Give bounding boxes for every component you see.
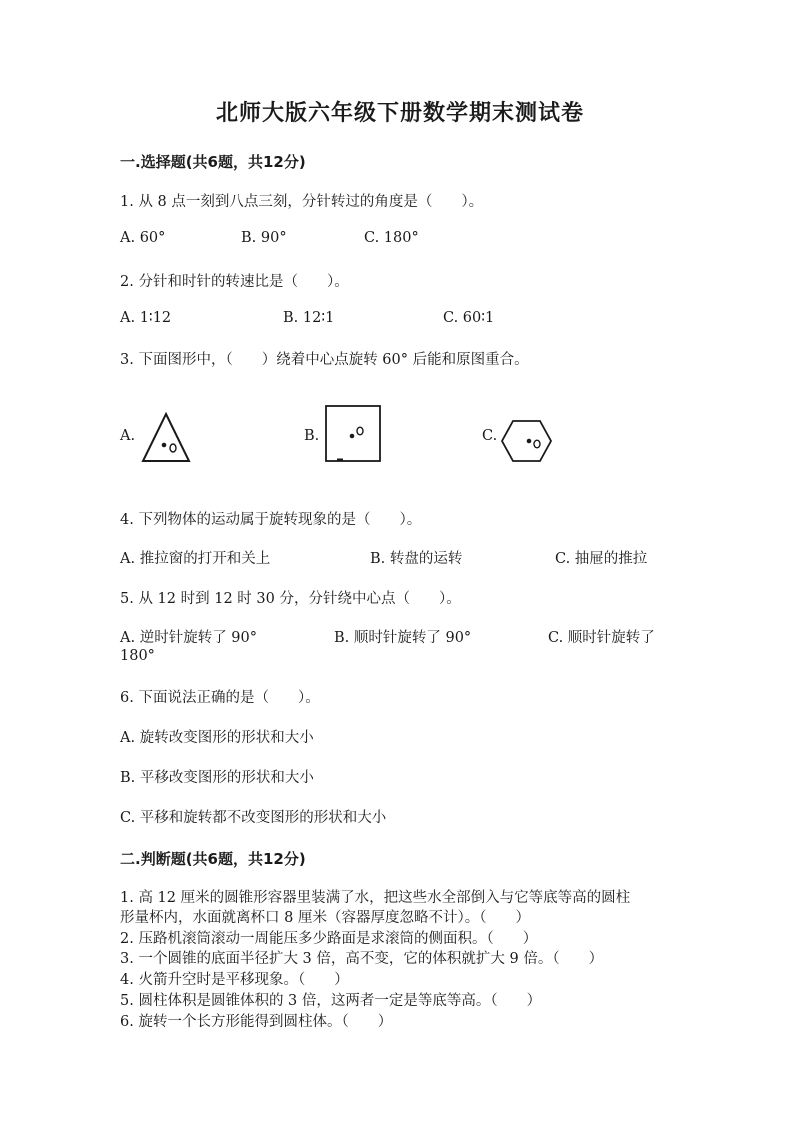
judgement-line: 形量杯内，水面就离杯口 8 厘米（容器厚度忽略不计）。（ ） [120, 910, 530, 926]
judgement-line: 3. 一个圆锥的底面半径扩大 3 倍，高不变，它的体积就扩大 9 倍。（ ） [120, 951, 604, 967]
q3-option-c-label: C. [482, 428, 498, 444]
q5-option-a: A. 逆时针旋转了 90° [120, 630, 257, 646]
q6-option-c: C. 平移和旋转都不改变图形的形状和大小 [120, 810, 387, 826]
page-title: 北师大版六年级下册数学期末测试卷 [215, 101, 584, 126]
question-5: 5. 从 12 时到 12 时 30 分，分针绕中心点（ ）。 [120, 591, 461, 607]
q1-option-c: C. 180° [364, 230, 419, 246]
judgement-line: 2. 压路机滚筒滚动一周能压多少路面是求滚筒的侧面积。（ ） [120, 931, 538, 947]
question-3: 3. 下面图形中，（ ）绕着中心点旋转 60° 后能和原图重合。 [120, 352, 529, 368]
q5-option-c-wrap: 180° [120, 648, 155, 664]
q3-option-a-label: A. [120, 428, 136, 444]
hexagon-icon [500, 418, 554, 464]
square-icon [322, 403, 384, 465]
q2-option-a: A. 1∶12 [120, 310, 172, 326]
question-6: 6. 下面说法正确的是（ ）。 [120, 690, 320, 706]
judgement-line: 4. 火箭升空时是平移现象。（ ） [120, 972, 349, 988]
q5-option-c: C. 顺时针旋转了 [548, 630, 655, 646]
q1-option-b: B. 90° [241, 230, 287, 246]
q6-option-a: A. 旋转改变图形的形状和大小 [120, 730, 314, 746]
triangle-icon [140, 410, 192, 466]
question-4: 4. 下列物体的运动属于旋转现象的是（ ）。 [120, 512, 422, 528]
q4-option-c: C. 抽屉的推拉 [555, 551, 648, 567]
q4-option-b: B. 转盘的运转 [370, 551, 463, 567]
judgement-line: 1. 高 12 厘米的圆锥形容器里装满了水，把这些水全部倒入与它等底等高的圆柱 [120, 890, 631, 906]
section-heading-choice: 一.选择题(共6题，共12分) [120, 153, 306, 171]
q3-option-b-label: B. [304, 428, 320, 444]
q5-option-b: B. 顺时针旋转了 90° [334, 630, 472, 646]
judgement-line: 5. 圆柱体积是圆锥体积的 3 倍，这两者一定是等底等高。（ ） [120, 993, 542, 1009]
question-1: 1. 从 8 点一刻到八点三刻，分针转过的角度是（ ）。 [120, 194, 484, 210]
q1-option-a: A. 60° [120, 230, 166, 246]
section-heading-judgement: 二.判断题(共6题，共12分) [120, 850, 306, 868]
q4-option-a: A. 推拉窗的打开和关上 [120, 551, 271, 567]
judgement-line: 6. 旋转一个长方形能得到圆柱体。（ ） [120, 1014, 393, 1030]
question-2: 2. 分针和时针的转速比是（ ）。 [120, 274, 349, 290]
q2-option-b: B. 12∶1 [283, 310, 335, 326]
q6-option-b: B. 平移改变图形的形状和大小 [120, 770, 314, 786]
q2-option-c: C. 60∶1 [443, 310, 495, 326]
